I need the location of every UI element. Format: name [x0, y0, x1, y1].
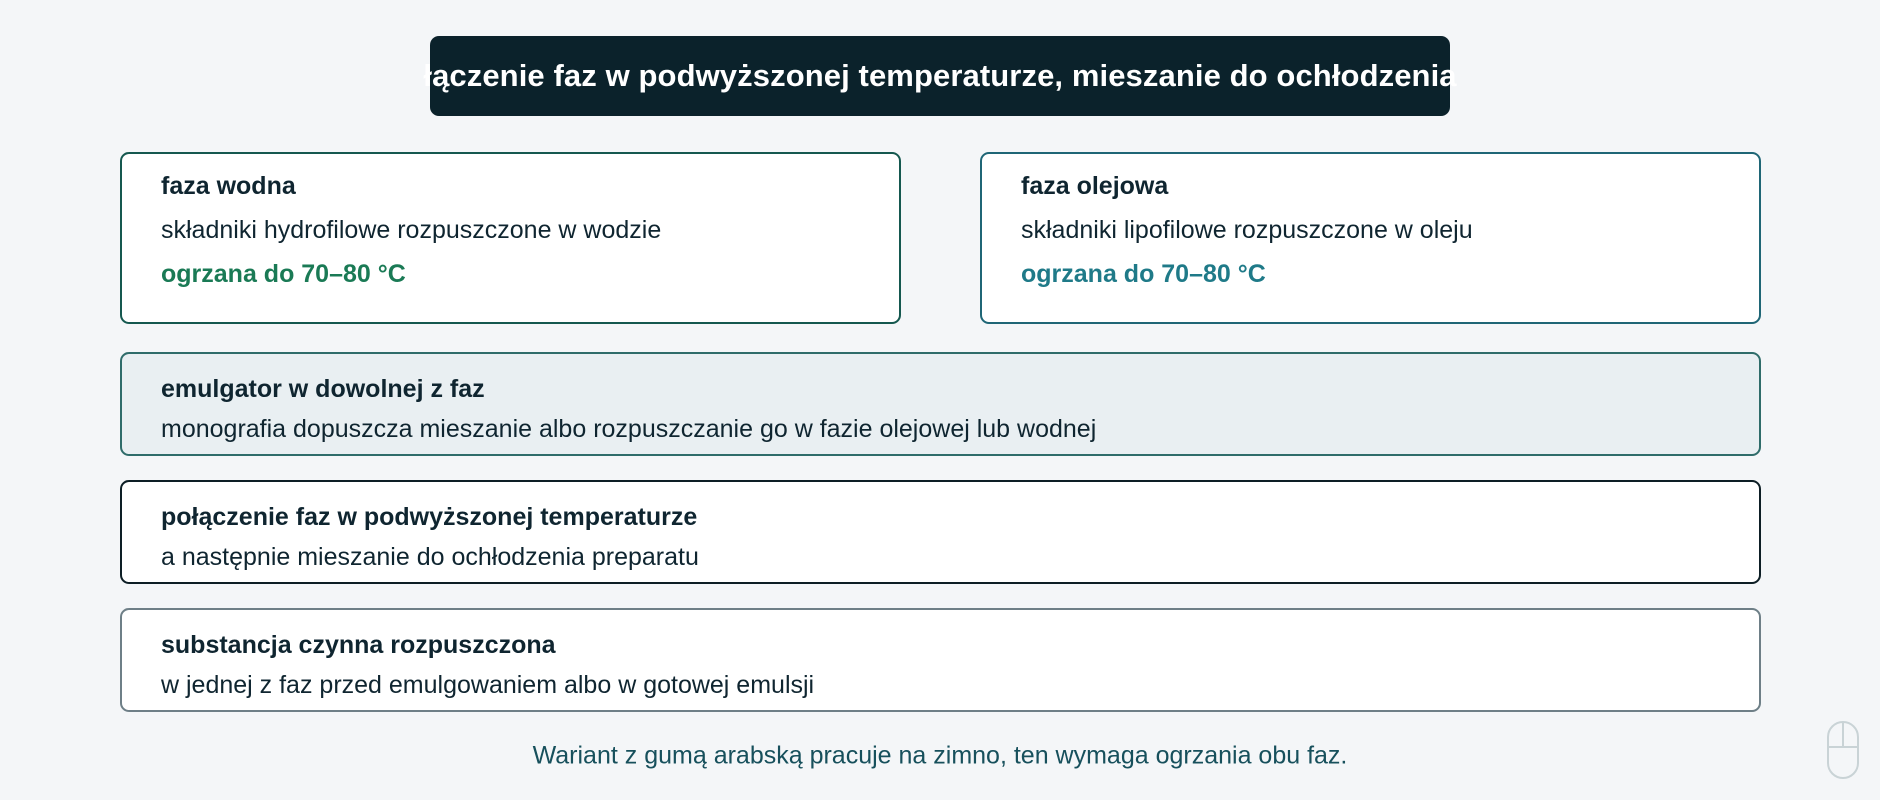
water-phase-description: składniki hydrofilowe rozpuszczone w wodzie: [161, 216, 662, 244]
oil-phase-box: [980, 152, 1761, 324]
active-substance-box: [120, 608, 1761, 712]
oil-phase-description: składniki lipofilowe rozpuszczone w oleju: [1021, 216, 1473, 244]
combine-phases-box: [120, 480, 1761, 584]
combine-phases-description: a następnie mieszanie do ochłodzenia preparatu: [161, 543, 699, 571]
combine-phases-heading: połączenie faz w podwyższonej temperaturze: [161, 503, 698, 531]
active-substance-heading: substancja czynna rozpuszczona: [161, 631, 556, 659]
diagram-title: łączenie faz w podwyższonej temperaturze, mieszanie do ochłodzenia: [423, 58, 1457, 93]
oil-phase-heading: faza olejowa: [1021, 172, 1169, 200]
water-phase-box: [120, 152, 901, 324]
water-phase-heading: faza wodna: [161, 172, 296, 200]
water-phase-temperature: ogrzana do 70–80 °C: [161, 260, 406, 288]
oil-phase-temperature: ogrzana do 70–80 °C: [1021, 260, 1266, 288]
footer-note: Wariant z gumą arabską pracuje na zimno, ten wymaga ogrzania obu faz.: [532, 741, 1348, 770]
active-substance-description: w jednej z faz przed emulgowaniem albo w gotowej emulsji: [161, 671, 815, 699]
emulsifier-description: monografia dopuszcza mieszanie albo rozpuszczanie go w fazie olejowej lub wodnej: [161, 415, 1097, 443]
emulsifier-heading: emulgator w dowolnej z faz: [161, 375, 485, 403]
mouse-icon: [1826, 720, 1860, 780]
emulsifier-box: [120, 352, 1761, 456]
